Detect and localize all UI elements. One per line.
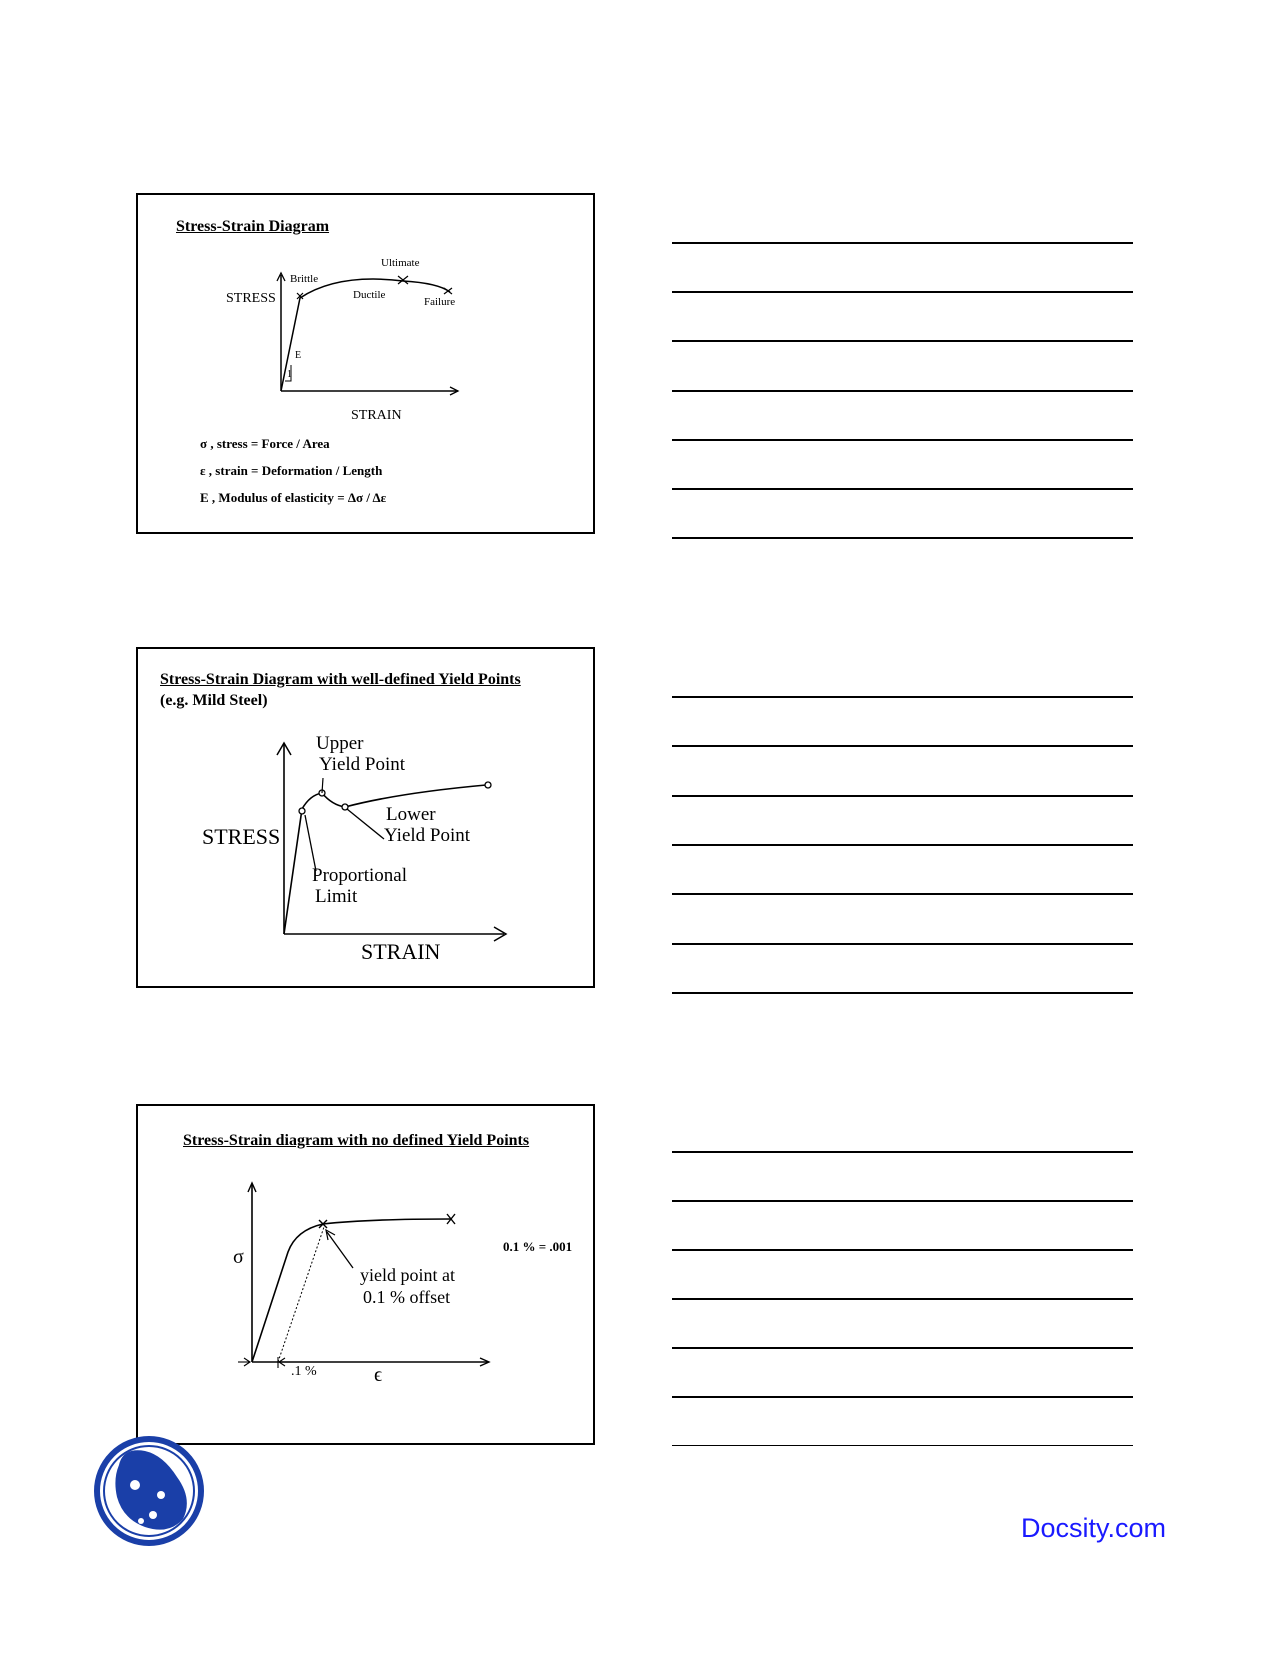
proportional-line-2: Limit (315, 886, 358, 907)
proportional-limit-label (312, 865, 407, 907)
slope-e-label: E (295, 350, 302, 361)
slope-one-label: 1 (287, 369, 292, 380)
note-line (672, 1347, 1133, 1349)
note-line (672, 1298, 1133, 1300)
note-line (672, 696, 1133, 698)
upper-yield-line-2: Yield Point (319, 754, 406, 775)
note-line (672, 537, 1133, 539)
slide-3-title: Stress-Strain diagram with no defined Yield Points (183, 1132, 530, 1149)
note-line (672, 291, 1133, 293)
note-line (672, 1445, 1133, 1446)
note-line (672, 1249, 1133, 1251)
note-line (672, 795, 1133, 797)
note-line (672, 242, 1133, 244)
slide-2-title: Stress-Strain Diagram with well-defined Yield Points (160, 671, 521, 688)
note-line (672, 439, 1133, 441)
ductile-label: Ductile (353, 289, 386, 301)
note-line (672, 745, 1133, 747)
brittle-label: Brittle (290, 273, 319, 285)
note-line (672, 390, 1133, 392)
stress-definition: σ , stress = Force / Area (200, 436, 330, 451)
slide-2 (136, 647, 595, 988)
note-line (672, 844, 1133, 846)
slide-1-title: Stress-Strain Diagram (176, 218, 330, 235)
ultimate-label: Ultimate (381, 257, 420, 269)
note-line (672, 1151, 1133, 1153)
yield-line-1: yield point at (360, 1265, 455, 1285)
stress-axis-label: STRESS (226, 291, 276, 306)
note-line (672, 992, 1133, 994)
stress-axis-label: STRESS (202, 824, 281, 849)
modulus-definition: E , Modulus of elasticity = Δσ / Δε (200, 490, 387, 505)
offset-label: .1 % (291, 1364, 317, 1379)
note-line (672, 488, 1133, 490)
offset-note: 0.1 % = .001 (503, 1239, 573, 1254)
strain-axis-label: STRAIN (361, 939, 441, 964)
lower-yield-line-1: Lower (386, 804, 436, 825)
failure-label: Failure (424, 296, 456, 308)
note-line (672, 1396, 1133, 1398)
note-line (672, 893, 1133, 895)
strain-axis-label: STRAIN (351, 408, 402, 423)
sigma-axis-label: σ (233, 1246, 244, 1268)
note-line (672, 1200, 1133, 1202)
slide-3 (136, 1104, 595, 1445)
docsity-brand-link[interactable]: Docsity.com (1021, 1513, 1167, 1543)
slide-1-chart (138, 195, 597, 536)
strain-definition: ε , strain = Deformation / Length (200, 463, 383, 478)
epsilon-axis-label: ϵ (374, 1364, 383, 1386)
note-line (672, 340, 1133, 342)
slide-1 (136, 193, 595, 534)
proportional-line-1: Proportional (312, 865, 407, 886)
lower-yield-line-2: Yield Point (384, 825, 471, 846)
yield-line-2: 0.1 % offset (363, 1287, 451, 1307)
slide-2-subtitle: (e.g. Mild Steel) (160, 692, 268, 709)
note-line (672, 943, 1133, 945)
upper-yield-line-1: Upper (316, 733, 364, 754)
docsity-logo-icon[interactable] (93, 1435, 205, 1547)
yield-point-label (360, 1264, 455, 1308)
lower-yield-label (384, 804, 470, 846)
upper-yield-label (316, 733, 405, 775)
